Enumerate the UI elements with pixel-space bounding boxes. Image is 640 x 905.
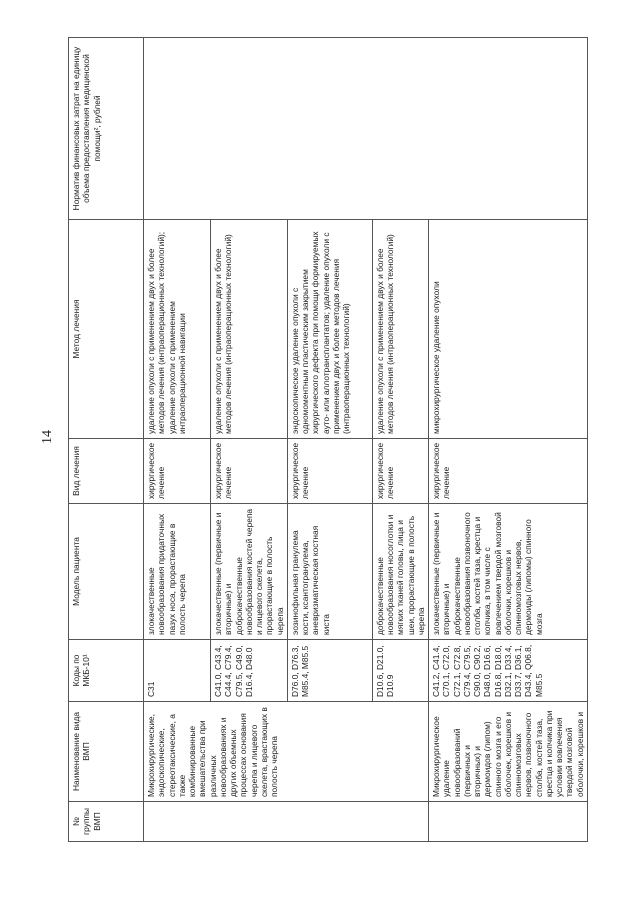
header-treatment-type: Вид лечения xyxy=(69,439,144,504)
method-cell: удаление опухоли с применением двух и более методов лечения (интраоперационных технологий); удаление опухоли с применением интраоперационной навигации xyxy=(144,220,211,439)
treatment-type-cell: хирургическое лечение xyxy=(287,439,372,504)
header-model: Модель пациента xyxy=(69,504,144,640)
codes-cell: C31 xyxy=(144,640,211,702)
table-row xyxy=(144,38,211,842)
codes-cell: D76.0, D76.3, M85.4, M85.5 xyxy=(287,640,372,702)
model-cell: злокачественные (первичные и вторичные) и доброкачественные новообразования позвоночного столба, костей таза, крестца и копчика, в том числе с вовлечением твердой мозговой оболочки, корешков и спинномозговых нервов, дермоиды (липомы) спинного мозга xyxy=(429,504,588,640)
method-cell: удаление опухоли с применением двух и более методов лечения (интраоперационных технологий) xyxy=(211,220,288,439)
method-cell: эндоскопическое удаление опухоли с одномоментным пластическим закрытием хирургического дефекта при помощи формируемых ауто- или аллотрансплантатов; удаление опухоли с применением двух и более методов лечения (интраоперационных технологий) xyxy=(287,220,372,439)
model-cell: эозинофильная гранулема кости, ксантогранулема, аневризматическая костная киста xyxy=(287,504,372,640)
codes-cell: D10.6, D21.0, D10.9 xyxy=(372,640,428,702)
group-no-cell xyxy=(429,802,588,842)
norm-cell xyxy=(144,38,588,220)
model-cell: злокачественные (первичные и вторичные) и доброкачественные новообразования костей черепа и лицевого скелета, прорастающие в полость черепа xyxy=(211,504,288,640)
model-cell: доброкачественные новообразования носоглотки и мягких тканей головы, лица и шеи, прорастающие в полость черепа xyxy=(372,504,428,640)
rotated-table-sheet xyxy=(68,38,632,842)
method-cell: удаление опухоли с применением двух и более методов лечения (интраоперационных технологий) xyxy=(372,220,428,439)
vmp-name-cell: Микрохирургическое удаление новообразований (первичных и вторичных) и дермоидов (липом) спинного мозга и его оболочек, корешков и спинномозговых нервов, позвоночного столба, костей таза, крестца и копчика при условии вовлечения твердой мозговой оболочки, корешков и xyxy=(429,702,588,802)
header-method: Метод лечения xyxy=(69,220,144,439)
method-cell: микрохирургическое удаление опухоли xyxy=(429,220,588,439)
model-cell: злокачественные новообразования придаточных пазух носа, прорастающие в полость черепа xyxy=(144,504,211,640)
header-codes: Коды по МКБ-10¹ xyxy=(69,640,144,702)
group-no-cell xyxy=(144,802,429,842)
header-row xyxy=(69,38,144,842)
codes-cell: C41.2, C41.4, C70.1, C72.0, C72.1, C72.8, C79.4, C79.5, C90.0, C90.2, D48.0, D16.6, D16.8, D18.0, D32.1, D33.4, D33.7, D36.1, D43.4, Q06.8, M85.5 xyxy=(429,640,588,702)
header-name: Наименование вида ВМП xyxy=(69,702,144,802)
vmp-table xyxy=(68,37,588,842)
treatment-type-cell: хирургическое лечение xyxy=(372,439,428,504)
vmp-name-cell: Микрохирургические, эндоскопические, стереотаксические, а также комбинированные вмешательства при различных новообразованиях и других объемных процессах основания черепа и лицевого скелета, врастающих в полость черепа xyxy=(144,702,429,802)
header-group-no: № группы ВМП xyxy=(69,802,144,842)
header-norm: Норматив финансовых затрат на единицу объема предоставления медицинской помощи², рублей xyxy=(69,38,144,220)
treatment-type-cell: хирургическое лечение xyxy=(144,439,211,504)
page-number: 14 xyxy=(40,430,55,444)
treatment-type-cell: хирургическое лечение xyxy=(211,439,288,504)
treatment-type-cell: хирургическое лечение xyxy=(429,439,588,504)
codes-cell: C41.0, C43.4, C44.4, C79.4, C79.5, C49.0, D16.4, D48.0 xyxy=(211,640,288,702)
